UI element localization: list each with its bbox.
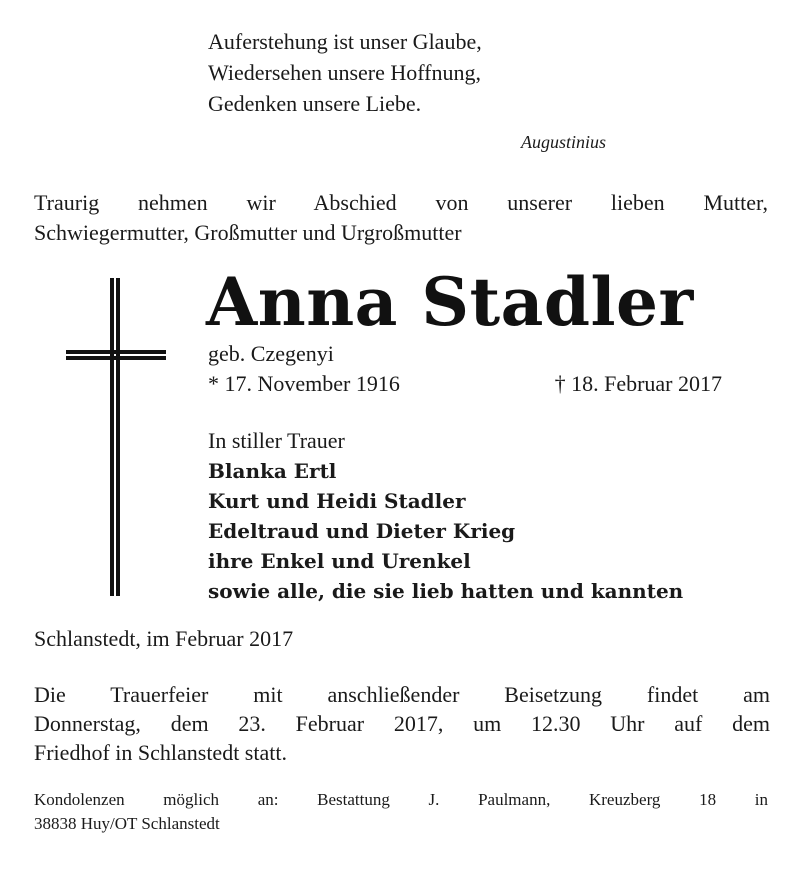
place-date: Schlanstedt, im Februar 2017 bbox=[34, 626, 294, 651]
mourner-name: Edeltraud und Dieter Krieg bbox=[208, 519, 516, 543]
quote-block bbox=[208, 26, 482, 119]
quote-line: Wiedersehen unsere Hoffnung, bbox=[208, 60, 482, 85]
funeral-line: Donnerstag, dem 23. Februar 2017, um 12.30 Uhr auf dem bbox=[34, 711, 770, 736]
mourner-name: Blanka Ertl bbox=[208, 459, 337, 483]
mourners-heading: In stiller Trauer bbox=[208, 428, 345, 453]
birth-date: * 17. November 1916 bbox=[208, 371, 400, 396]
funeral-line: Friedhof in Schlanstedt statt. bbox=[34, 740, 287, 765]
funeral-line: Die Trauerfeier mit anschließender Beisetzung findet am bbox=[34, 682, 770, 707]
death-date: † 18. Februar 2017 bbox=[554, 371, 722, 396]
funeral-info bbox=[34, 680, 770, 767]
intro-text bbox=[34, 188, 768, 248]
condolence-info bbox=[34, 788, 768, 836]
maiden-name: geb. Czegenyi bbox=[208, 341, 334, 366]
mourners-block bbox=[208, 426, 683, 606]
quote-author: Augustinius bbox=[520, 132, 606, 152]
mourner-name: ihre Enkel und Urenkel bbox=[208, 549, 471, 573]
condolence-line: Kondolenzen möglich an: Bestattung J. Paulmann, Kreuzberg 18 in bbox=[34, 790, 768, 809]
intro-line: Schwiegermutter, Großmutter und Urgroßmutter bbox=[34, 220, 462, 245]
latin-cross-icon bbox=[66, 278, 166, 596]
deceased-name: Anna Stadler bbox=[206, 263, 694, 341]
intro-line: Traurig nehmen wir Abschied von unserer lieben Mutter, bbox=[34, 190, 768, 215]
mourner-name: sowie alle, die sie lieb hatten und kannten bbox=[208, 579, 684, 603]
quote-line: Auferstehung ist unser Glaube, bbox=[208, 29, 482, 54]
quote-line: Gedenken unsere Liebe. bbox=[208, 91, 422, 116]
mourner-name: Kurt und Heidi Stadler bbox=[208, 489, 466, 513]
condolence-line: 38838 Huy/OT Schlanstedt bbox=[34, 814, 220, 833]
